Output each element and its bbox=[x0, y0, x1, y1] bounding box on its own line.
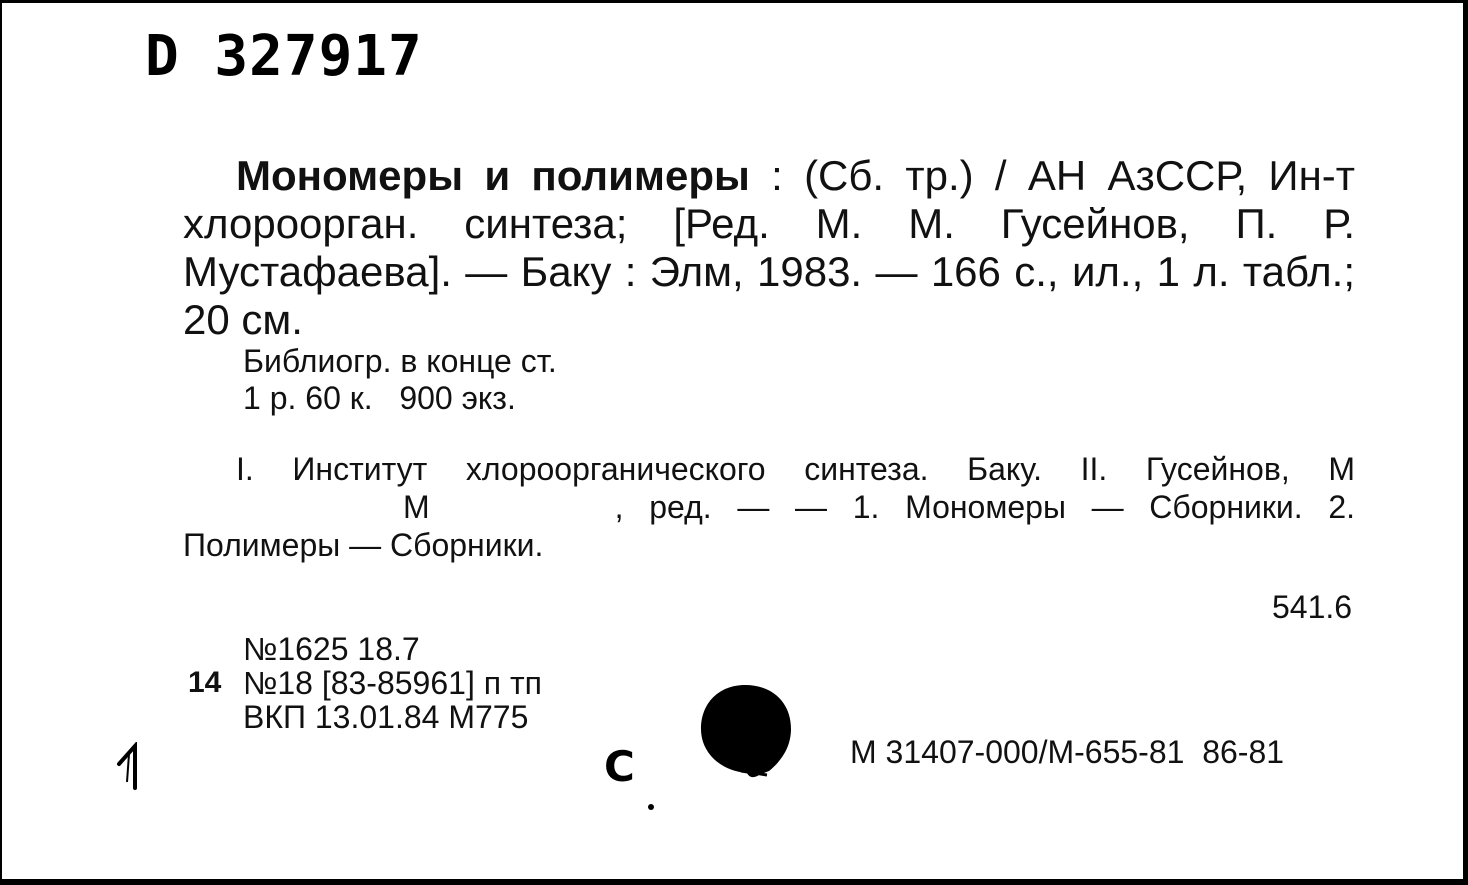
classification-code: М 31407-000/М-655-81 86-81 bbox=[850, 734, 1285, 770]
letter-mark: С bbox=[604, 742, 635, 791]
tracing-part-1: I. Институт хлороорганического синтеза. Баку. II. Гусейнов, М bbox=[236, 451, 1355, 487]
card-border-left bbox=[0, 0, 2, 885]
main-entry bbox=[183, 152, 1355, 344]
tracing-section bbox=[183, 450, 1355, 564]
ink-dot bbox=[648, 804, 654, 810]
tracing-part-2: М bbox=[403, 489, 430, 525]
service-line-3: ВКП 13.01.84 М775 bbox=[243, 699, 529, 735]
card-border-bottom bbox=[0, 879, 1468, 885]
udc-code: 541.6 bbox=[1272, 589, 1353, 625]
service-line-2: №18 [83-85961] п тп bbox=[243, 665, 542, 701]
handwritten-mark-icon bbox=[115, 742, 145, 792]
tracing-part-3: , ред. — — 1. Мономеры — Сборники. 2. Полимеры — Сборники. bbox=[183, 489, 1355, 563]
card-border-right bbox=[1463, 0, 1468, 885]
price-note: 1 р. 60 к. 900 экз. bbox=[243, 380, 516, 416]
service-block bbox=[243, 632, 542, 734]
entry-body: : (Сб. тр.) / АН АзССР, Ин-т хлороорган. синтеза; [Ред. М. М. Гусейнов, П. Р. Мустафаева]. — Баку : Элм, 1983. — 166 с., ил., 1 л. табл.; 20 см. bbox=[183, 152, 1355, 343]
card-id-stamp: D 327917 bbox=[145, 24, 423, 89]
card-border-top bbox=[0, 0, 1468, 3]
service-line-1: №1625 18.7 bbox=[243, 631, 420, 667]
entry-title: Мономеры и полимеры bbox=[236, 152, 750, 199]
bibliography-note: Библиогр. в конце ст. bbox=[243, 343, 557, 379]
ink-blot-icon bbox=[697, 683, 793, 779]
service-number: 14 bbox=[188, 666, 222, 699]
